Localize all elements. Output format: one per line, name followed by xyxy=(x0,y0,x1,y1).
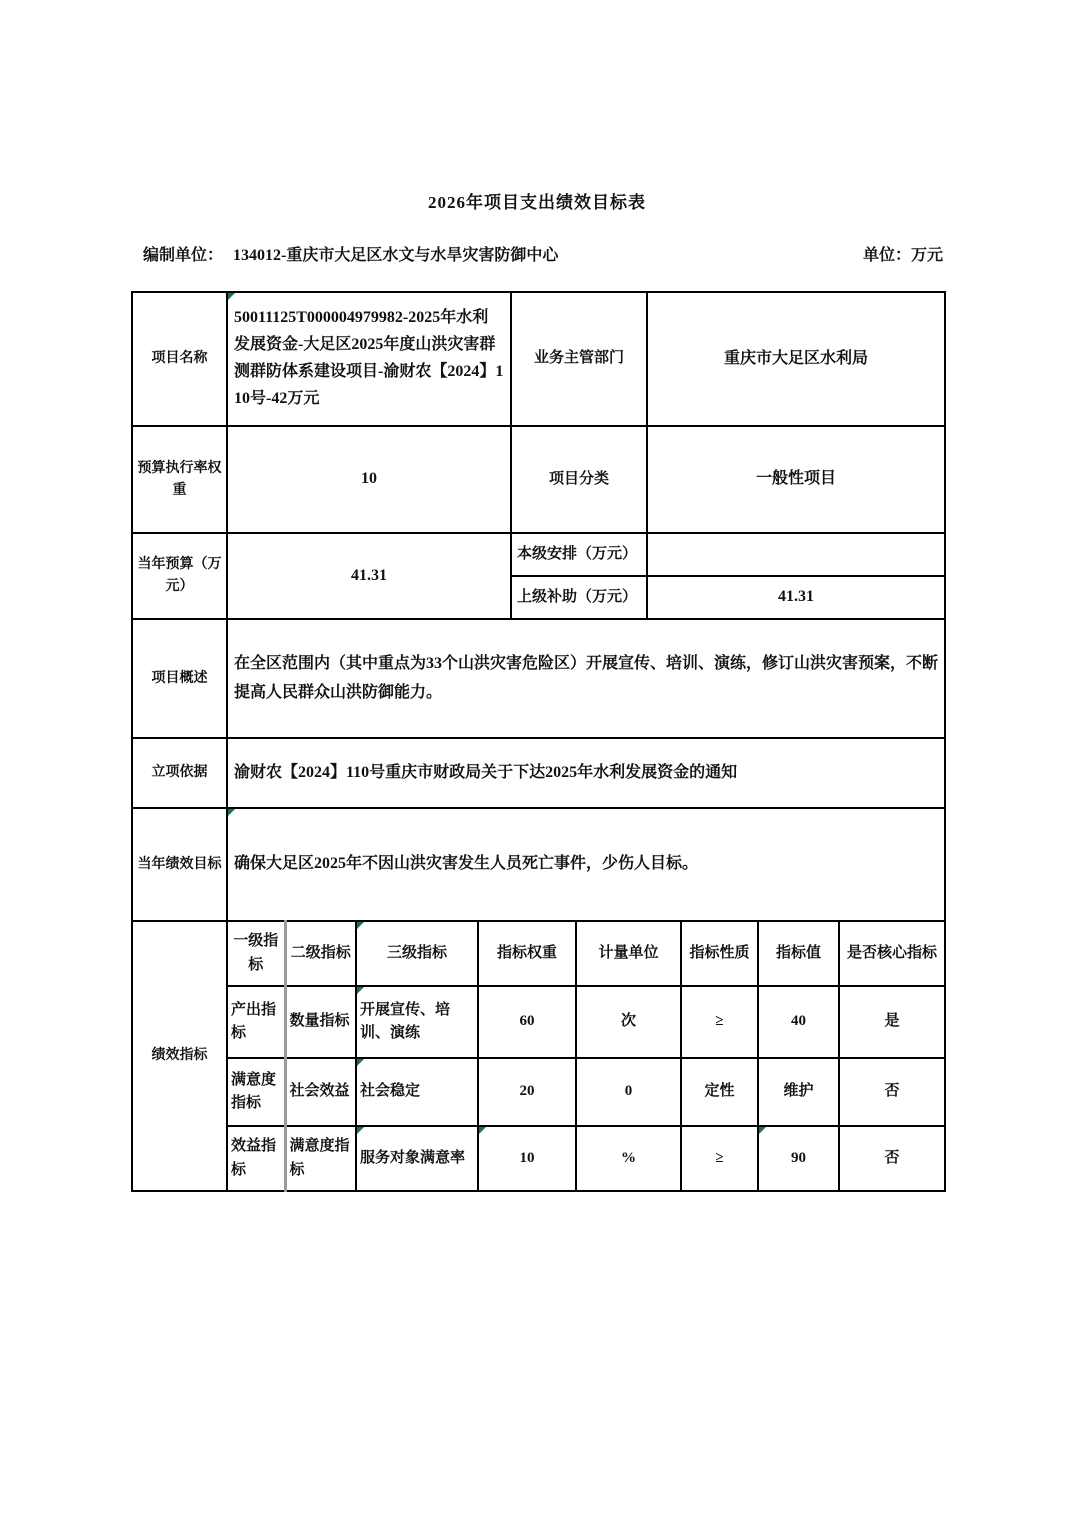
indicators-header-row xyxy=(132,921,945,986)
unit-label: 单位：万元 xyxy=(862,247,943,264)
header-level3: 三级指标 xyxy=(356,921,478,986)
ind-unit: 次 xyxy=(576,986,681,1058)
prepared-by-label: 编制单位： xyxy=(143,247,224,264)
ind-level2: 数量指标 xyxy=(285,986,356,1058)
project-name-label: 项目名称 xyxy=(132,292,227,426)
ind-core: 否 xyxy=(839,1058,945,1126)
ind-core: 是 xyxy=(839,986,945,1058)
ind-value: 90 xyxy=(758,1126,839,1191)
goal-label: 当年绩效目标 xyxy=(132,808,227,921)
ind-nature: 定性 xyxy=(681,1058,758,1126)
local-arrange-value xyxy=(647,533,945,576)
ind-nature: ≥ xyxy=(681,986,758,1058)
table-row xyxy=(132,738,945,808)
basis-value: 渝财农【2024】110号重庆市财政局关于下达2025年水利发展资金的通知 xyxy=(227,738,945,808)
ind-weight: 20 xyxy=(478,1058,576,1126)
prepared-by-line xyxy=(143,242,558,265)
local-arrange-label: 本级安排（万元） xyxy=(511,533,647,576)
project-info-table xyxy=(131,291,946,922)
superior-subsidy-label: 上级补助（万元） xyxy=(511,576,647,619)
ind-level3: 服务对象满意率 xyxy=(356,1126,478,1191)
header-level1: 一级指标 xyxy=(227,921,285,986)
ind-level3: 开展宣传、培训、演练 xyxy=(356,986,478,1058)
ind-value: 维护 xyxy=(758,1058,839,1126)
budget-rate-label: 预算执行率权重 xyxy=(132,426,227,533)
ind-level2: 社会效益 xyxy=(285,1058,356,1126)
table-row xyxy=(132,619,945,738)
dept-value: 重庆市大足区水利局 xyxy=(647,292,945,426)
category-value: 一般性项目 xyxy=(647,426,945,533)
header-core: 是否核心指标 xyxy=(839,921,945,986)
table-row xyxy=(132,533,945,576)
ind-weight: 10 xyxy=(478,1126,576,1191)
ind-level1: 效益指标 xyxy=(227,1126,285,1191)
indicator-row xyxy=(132,1058,945,1126)
header-unit: 计量单位 xyxy=(576,921,681,986)
overview-value: 在全区范围内（其中重点为33个山洪灾害危险区）开展宣传、培训、演练，修订山洪灾害预案，不断提高人民群众山洪防御能力。 xyxy=(227,619,945,738)
ind-nature: ≥ xyxy=(681,1126,758,1191)
header-level2: 二级指标 xyxy=(285,921,356,986)
overview-label: 项目概述 xyxy=(132,619,227,738)
table-row xyxy=(132,426,945,533)
indicators-table xyxy=(131,920,946,1192)
ind-level3: 社会稳定 xyxy=(356,1058,478,1126)
ind-unit: 0 xyxy=(576,1058,681,1126)
ind-weight: 60 xyxy=(478,986,576,1058)
budget-rate-value: 10 xyxy=(227,426,511,533)
ind-core: 否 xyxy=(839,1126,945,1191)
category-label: 项目分类 xyxy=(511,426,647,533)
year-budget-value: 41.31 xyxy=(227,533,511,619)
prepared-by-value: 134012-重庆市大足区水文与水旱灾害防御中心 xyxy=(233,247,559,264)
ind-unit: % xyxy=(576,1126,681,1191)
header-weight: 指标权重 xyxy=(478,921,576,986)
ind-level2: 满意度指标 xyxy=(285,1126,356,1191)
ind-level1: 产出指标 xyxy=(227,986,285,1058)
table-row xyxy=(132,292,945,426)
ind-value: 40 xyxy=(758,986,839,1058)
superior-subsidy-value: 41.31 xyxy=(647,576,945,619)
table-row xyxy=(132,808,945,921)
indicator-row xyxy=(132,1126,945,1191)
header-nature: 指标性质 xyxy=(681,921,758,986)
project-name-value: 50011125T000004979982-2025年水利发展资金-大足区2025年度山洪灾害群测群防体系建设项目-渝财农【2024】110号-42万元 xyxy=(227,292,511,426)
indicators-section-label: 绩效指标 xyxy=(132,921,227,1191)
ind-level1: 满意度指标 xyxy=(227,1058,285,1126)
year-budget-label: 当年预算（万元） xyxy=(132,533,227,619)
goal-value: 确保大足区2025年不因山洪灾害发生人员死亡事件，少伤人目标。 xyxy=(227,808,945,921)
basis-label: 立项依据 xyxy=(132,738,227,808)
indicator-row xyxy=(132,986,945,1058)
header-value: 指标值 xyxy=(758,921,839,986)
page-title: 2026年项目支出绩效目标表 xyxy=(428,193,646,212)
dept-label: 业务主管部门 xyxy=(511,292,647,426)
